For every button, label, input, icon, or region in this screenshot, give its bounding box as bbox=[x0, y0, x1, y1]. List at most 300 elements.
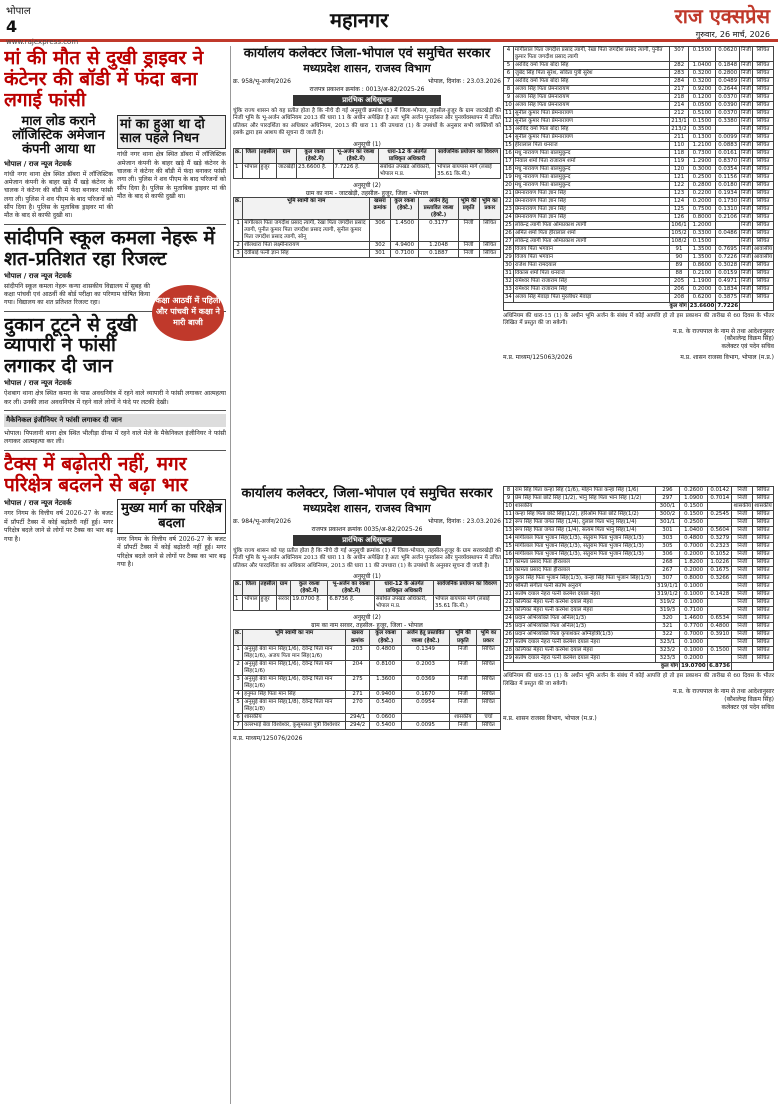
schedule-label: अनुसूची (2) bbox=[353, 614, 381, 622]
table-cell: 0.1156 bbox=[716, 174, 740, 182]
table-cell: निजी bbox=[732, 607, 753, 615]
table-cell: आवासीय bbox=[753, 254, 772, 261]
table-row bbox=[504, 567, 774, 575]
table-cell: 8 bbox=[504, 487, 514, 495]
table-cell: अरविंद वर्मा पिता बोदा सिंह bbox=[513, 78, 669, 86]
table-cell: निजी bbox=[732, 615, 753, 623]
table-cell: 217 bbox=[670, 86, 689, 94]
table-cell: 25 bbox=[505, 623, 512, 630]
table-cell: निजी bbox=[732, 639, 753, 647]
table-row bbox=[504, 503, 774, 511]
th: भू-अर्जन का रकबा (हेक्टे.में) bbox=[328, 581, 375, 596]
page-number: 4 bbox=[6, 17, 18, 36]
table-cell: 294/2 bbox=[345, 721, 369, 729]
notice-subtitle: मध्यप्रदेश शासन, राजस्व विभाग bbox=[303, 61, 431, 75]
table-cell: 13 bbox=[505, 527, 512, 534]
table-row bbox=[504, 214, 774, 222]
schedule-sub: ग्राम का नाम सरवर, तहसील- हुजूर, जिला - भोपाल bbox=[311, 622, 423, 630]
table-cell: चर्चा bbox=[476, 713, 500, 721]
table-cell: 0.4800 bbox=[370, 645, 402, 660]
table-cell: 1.0400 bbox=[680, 527, 708, 535]
story-school bbox=[4, 226, 226, 327]
table-cell: 24 bbox=[505, 615, 512, 622]
subhead-driver: माल लोड कराने लॉजिस्टिक अमेजान कंपनी आया था bbox=[12, 113, 105, 158]
table-cell: 0.8370 bbox=[716, 158, 740, 166]
table-cell: 0.3266 bbox=[708, 575, 732, 583]
table-cell bbox=[708, 607, 732, 615]
table-row bbox=[504, 615, 774, 623]
table-cell: निजी bbox=[741, 126, 751, 133]
schedule-1-table bbox=[233, 148, 501, 179]
table-cell: मांगीलाल पिता भुजान सिंह(1/3), संतुराम पिता भुजान सिंह(1/3) bbox=[514, 551, 656, 559]
table-cell: 319/2 bbox=[655, 599, 679, 607]
story-body-extra: नगर निगम के वित्तीय वर्ष 2026-27 के बजट में प्रॉपर्टी टैक्स में कोई बढ़ोतरी नहीं हुई। मगर परिक्षेत्र बदले जाने से लोगों पर टैक्स का भार बढ़ गया है। bbox=[117, 536, 226, 569]
table-cell: लोकेन्द्र त्यागी पिता ओमप्रकाश त्यागी bbox=[513, 238, 669, 246]
table-cell: निजी bbox=[732, 527, 753, 535]
table-cell: हनुमंत सिंह पिता मान सिंह bbox=[243, 690, 346, 698]
table-cell: 1.8200 bbox=[680, 559, 708, 567]
table-cell: शासकीय bbox=[733, 503, 751, 510]
divider bbox=[4, 410, 226, 411]
notice-heading: प्रारंभिक अधिसूचना bbox=[293, 95, 441, 106]
table-row bbox=[234, 250, 501, 258]
table-header-row bbox=[234, 198, 501, 220]
table-cell: सिंचित bbox=[752, 102, 773, 110]
table-cell: 319/1/2 bbox=[657, 591, 678, 598]
table-cell: निजी bbox=[741, 134, 751, 141]
table-cell: अजय सिंह पिता प्रेमनारायण bbox=[513, 94, 669, 102]
table-cell: सिंचित bbox=[753, 655, 774, 663]
table-cell: 1.3500 bbox=[688, 246, 716, 254]
table-cell: 27 bbox=[505, 238, 512, 245]
th: कुल रकबा (हेक्टे.में) bbox=[296, 148, 333, 163]
table-cell: 0.7100 bbox=[390, 250, 419, 258]
table-cell: 1.3500 bbox=[688, 254, 716, 262]
th: धारा-12 के अंतर्गत प्राधिकृत अधिकारी bbox=[378, 148, 435, 163]
table-cell: सिंचित bbox=[753, 583, 774, 591]
byline: भोपाल / राज न्यूज नेटवर्क bbox=[4, 271, 72, 280]
table-cell: सिंचित bbox=[476, 698, 500, 713]
table-cell: रूप सिंह पिता जगत सिंह (1/4), दुलाल पिता भानु सिंह(1/4) bbox=[514, 519, 656, 527]
table-cell: 321 bbox=[655, 623, 679, 631]
table-body bbox=[504, 487, 774, 663]
table-cell: 0.3910 bbox=[708, 631, 732, 639]
sidebox-tax: मुख्य मार्ग का परिक्षेत्र बदला bbox=[117, 499, 226, 534]
table-cell: 1 bbox=[234, 220, 243, 242]
table-cell: विकास शर्मा पिता धनराज bbox=[513, 270, 669, 278]
table-cell: सिंचित bbox=[753, 615, 774, 623]
table-cell: 15 bbox=[505, 142, 512, 149]
table-body bbox=[504, 47, 774, 303]
table-cell: 0.0954 bbox=[402, 698, 450, 713]
table-cell: निजी bbox=[732, 575, 753, 583]
table-cell: सिंचित bbox=[753, 647, 774, 655]
table-cell: 1.2048 bbox=[419, 242, 458, 250]
byline: भोपाल / राज न्यूज नेटवर्क bbox=[4, 379, 72, 388]
notice-date: भोपाल, दिनांक : 23.03.2026 bbox=[427, 77, 501, 85]
table-cell: सिंचित bbox=[753, 527, 774, 535]
total-row bbox=[504, 302, 774, 310]
th: भूमि स्वामी का नाम bbox=[243, 630, 346, 645]
table-row bbox=[234, 220, 501, 242]
table-cell: 323/1 bbox=[655, 639, 679, 647]
table-cell: 0.1834 bbox=[716, 286, 740, 294]
td: 23.6600 है. bbox=[296, 164, 333, 179]
table-cell: 1.2000 bbox=[688, 222, 716, 230]
table-cell: 301 bbox=[370, 250, 391, 258]
table-cell: 1.0226 bbox=[708, 559, 732, 567]
table-cell: 319/3 bbox=[655, 607, 679, 615]
table-cell: 125 bbox=[670, 206, 689, 214]
signer-name: (कौशलेन्द्र विक्रम सिंह) bbox=[724, 696, 774, 704]
table-cell: 0.2545 bbox=[708, 511, 732, 519]
table-cell: कल्पिका मेहरा पत्नी करमेश दयाल मेहरा bbox=[514, 599, 656, 607]
table-cell: निजी bbox=[741, 70, 751, 77]
table-cell: 0.7100 bbox=[680, 607, 708, 615]
table-cell: 0.1428 bbox=[708, 591, 732, 599]
table-cell: 0.4800 bbox=[680, 535, 708, 543]
table-cell: मधु नारायण पिता बालमुकुन्द bbox=[513, 174, 669, 182]
table-cell: 16 bbox=[505, 551, 512, 558]
table-row bbox=[504, 246, 774, 254]
table-row bbox=[234, 596, 501, 611]
total-label: कुल योग bbox=[504, 663, 680, 671]
table-cell: 18 bbox=[505, 166, 512, 173]
th: जिला bbox=[243, 148, 259, 163]
table-cell bbox=[708, 639, 732, 647]
table-cell: 0.1310 bbox=[716, 206, 740, 214]
table-cell: 1 bbox=[234, 645, 243, 660]
table-cell: शासकीय bbox=[754, 503, 772, 510]
table-cell: 213/1 bbox=[671, 118, 687, 125]
table-cell: सिंचित bbox=[752, 150, 773, 158]
signature-block bbox=[503, 688, 774, 711]
table-row bbox=[504, 86, 774, 94]
table-cell: निजी bbox=[741, 254, 751, 261]
table-cell: 0.2644 bbox=[716, 86, 740, 94]
table-row bbox=[504, 591, 774, 599]
table-cell: 108/2 bbox=[671, 238, 687, 245]
table-cell: सिंचित bbox=[752, 118, 773, 126]
table-cell: 14 bbox=[505, 535, 512, 542]
table-row bbox=[504, 286, 774, 294]
table-cell: 0.1500 bbox=[688, 47, 716, 62]
table-cell: निजी bbox=[741, 198, 751, 205]
table-cell: 2 bbox=[234, 660, 243, 675]
table-cell: निजी bbox=[732, 655, 753, 663]
table-cell: सिंचित bbox=[753, 487, 774, 495]
table-cell: 1.2900 bbox=[688, 158, 716, 166]
td: संबंधित उपखंड अधिकारी, भोपाल म.प्र. bbox=[378, 164, 435, 179]
table-cell: निजी bbox=[732, 599, 753, 607]
table-cell: 305 bbox=[655, 543, 679, 551]
th: भूमि की प्रकृति bbox=[458, 198, 479, 220]
story-body: गांधी नगर थाना क्षेत्र स्थित डॉबरा में लॉजिस्टिक अमेजान कंपनी के बाहर खड़े मैं खड़े कंटेनर के चालक ने कंटेनर की बॉडी में फंदा बनाकर फांसी लगा ली। पुलिस ने शव पीएम के बाद परिजनों को सौंप दिया है। पुलिस के मुताबिक ड्राइवर मां की मौत के बाद से काफी दुखी था। bbox=[4, 170, 113, 220]
table-cell: 14 bbox=[505, 134, 512, 141]
table-cell: निजी bbox=[732, 583, 753, 591]
table-cell: 0.1000 bbox=[680, 583, 708, 591]
footer-left: म.प्र. माध्यम/125063/2026 bbox=[503, 354, 573, 361]
table-cell: 10 bbox=[505, 503, 512, 510]
table-cell: 23 bbox=[505, 607, 512, 614]
table-cell: सिंचित bbox=[752, 174, 773, 182]
table-cell: निजी bbox=[741, 78, 751, 85]
total-area: 19.0700 bbox=[680, 663, 708, 671]
table-cell: सिंचित bbox=[752, 294, 773, 302]
table-cell: सिंचित bbox=[479, 250, 500, 258]
th: कुल रकबा (हेक्टे.) bbox=[390, 198, 419, 220]
table-cell: 0.5604 bbox=[708, 527, 732, 535]
td: भोपाल bbox=[243, 164, 259, 179]
table-cell: 5 bbox=[504, 62, 514, 70]
table-cell: 26 bbox=[505, 631, 512, 638]
table-row bbox=[504, 575, 774, 583]
table-cell: प्रदान अभिव्यक्ति पिता अनिल(1/3) bbox=[514, 615, 656, 623]
table-body bbox=[234, 220, 501, 258]
table-cell: 319/1/1 bbox=[657, 583, 678, 590]
table-cell bbox=[716, 222, 740, 230]
table-cell: सतोष दयाल नेहरा पत्नी करमेश दयाल नेहरा bbox=[514, 639, 656, 647]
table-cell: निजी bbox=[732, 543, 753, 551]
table-row bbox=[234, 242, 501, 250]
table-cell: निजी bbox=[741, 294, 751, 301]
table-cell: 21 bbox=[505, 190, 512, 197]
th: खसरा क्रमांक bbox=[370, 198, 391, 220]
table-cell: सिंचित bbox=[753, 567, 774, 575]
table-cell: सुनील कुमार पिता प्रेमनारायण bbox=[513, 134, 669, 142]
table-cell: 0.0180 bbox=[716, 182, 740, 190]
table-cell: 19 bbox=[505, 575, 512, 582]
table-cell: सिंचित bbox=[752, 62, 773, 70]
table-row bbox=[234, 713, 501, 721]
table-cell: 0.0370 bbox=[716, 94, 740, 102]
table-row bbox=[504, 599, 774, 607]
table-row bbox=[504, 254, 774, 262]
total-acq: 6.8736 bbox=[709, 663, 730, 670]
table-cell: 13 bbox=[505, 126, 512, 133]
table-cell: 0.7000 bbox=[680, 543, 708, 551]
td: सरवर bbox=[277, 596, 291, 611]
table-cell: प्रदान अभिव्यक्ति पिता अनिल(1/3) bbox=[514, 623, 656, 631]
table-row bbox=[504, 262, 774, 270]
table-cell: 0.9200 bbox=[688, 86, 716, 94]
table-cell: 0.3200 bbox=[688, 70, 716, 78]
table-cell: सिंचित bbox=[752, 78, 773, 86]
brand-logo: राज एक्सप्रेस bbox=[674, 4, 770, 28]
notice-title: कार्यालय कलेक्टर, जिला-भोपाल एवं समुचित सरकार bbox=[241, 486, 493, 501]
table-cell: निजी bbox=[450, 690, 477, 698]
table-cell: सिंचित bbox=[752, 286, 773, 294]
table-cell: 0.0370 bbox=[716, 110, 740, 118]
notice-1-left bbox=[233, 46, 501, 258]
table-cell: 0.0161 bbox=[716, 150, 740, 158]
th: तहसील bbox=[259, 581, 277, 596]
table-cell: निजी bbox=[732, 647, 753, 655]
table-cell: 17 bbox=[505, 158, 512, 165]
table-cell: 0.7000 bbox=[680, 631, 708, 639]
table-cell: निजी bbox=[741, 262, 751, 269]
table-cell: मधु नारायण पिता बालमुकुन्द bbox=[513, 150, 669, 158]
table-row bbox=[504, 559, 774, 567]
table-row bbox=[234, 690, 501, 698]
divider bbox=[4, 450, 226, 451]
table-cell bbox=[402, 713, 450, 721]
table-cell: 20 bbox=[505, 583, 512, 590]
story-body: सांदीपनि स्कूल कमला नेहरू कन्या शासकीय विद्यालय में सुबह की कक्षा पांचवी एवं आठवीं की बोर्ड परीक्षा का परिणाम घोषित किया गया। विद्यालय का शत प्रतिशत रिजल्ट रहा। bbox=[4, 282, 150, 307]
table-row bbox=[504, 182, 774, 190]
table-cell: 12 bbox=[505, 118, 512, 125]
table-cell: 1.4600 bbox=[680, 615, 708, 623]
table-cell: सिंचित bbox=[752, 198, 773, 206]
table-cell: निजी bbox=[741, 174, 751, 181]
gazette-ref: राजपत्र प्रकाशन क्रमांक : 0013/अ-82/2025-26 bbox=[309, 85, 425, 93]
table-cell: कामता प्रसाद पिता हीरालाल bbox=[514, 559, 656, 567]
table-cell: 0.0159 bbox=[716, 270, 740, 278]
table-cell: सिंचित bbox=[752, 47, 773, 62]
table-cell: 0.0489 bbox=[716, 78, 740, 86]
table-cell: 34 bbox=[505, 294, 512, 301]
table-cell: 0.2000 bbox=[688, 286, 716, 294]
table-cell: सिंचित bbox=[752, 230, 773, 238]
table-cell: 306 bbox=[655, 551, 679, 559]
table-cell: 0.9400 bbox=[370, 690, 402, 698]
table-cell: 271 bbox=[345, 690, 369, 698]
table-cell: 0.8100 bbox=[370, 660, 402, 675]
story-body-extra: गांधी नगर थाना क्षेत्र स्थित डॉबरा में लॉजिस्टिक अमेजान कंपनी के बाहर खड़े मैं खड़े कंटेनर के चालक ने कंटेनर की बॉडी में फंदा बनाकर फांसी लगा ली। पुलिस ने शव पीएम के बाद परिजनों को सौंप दिया है। पुलिस के मुताबिक ड्राइवर मां की मौत के बाद से काफी दुखी था। bbox=[117, 151, 226, 201]
story-body: नगर निगम के वित्तीय वर्ष 2026-27 के बजट में प्रॉपर्टी टैक्स में कोई बढ़ोतरी नहीं हुई। मगर परिक्षेत्र बदले जाने से लोगों पर टैक्स का भार बढ़ गया है। bbox=[4, 510, 113, 543]
table-cell: सिंचित bbox=[753, 623, 774, 631]
table-cell: अनुसुई बेवा मान सिंह(1/6), देवेन्द्र पिता मान सिंह(1/6) bbox=[243, 660, 346, 675]
th: क्र. bbox=[234, 630, 243, 645]
notice-date: भोपाल, दिनांक : 23.03.2026 bbox=[427, 517, 501, 525]
table-cell: 0.2000 bbox=[680, 655, 708, 663]
table-cell: 0.1200 bbox=[688, 94, 716, 102]
table-cell: 300/2 bbox=[655, 511, 679, 519]
table-cell: निजी bbox=[740, 47, 753, 62]
story-tax bbox=[4, 454, 226, 570]
left-news-column bbox=[4, 46, 226, 1104]
table-cell: प्रेमनारायण पिता ज्ञान सिंह bbox=[513, 206, 669, 214]
schedule-1-table bbox=[233, 580, 501, 611]
notice-2-left bbox=[233, 486, 501, 742]
table-cell: 0.5400 bbox=[370, 698, 402, 713]
table-cell: 0.3000 bbox=[688, 166, 716, 174]
table-cell: निजी bbox=[741, 158, 751, 165]
schedule-2-table-cont bbox=[503, 46, 774, 311]
th: कुल रकबा (हेक्टे.) bbox=[370, 630, 402, 645]
table-row bbox=[504, 519, 774, 527]
table-cell: 0.1934 bbox=[716, 190, 740, 198]
table-row bbox=[504, 238, 774, 246]
table-cell: विजय पिता भगवान bbox=[513, 246, 669, 254]
table-cell: 0.0883 bbox=[716, 142, 740, 150]
table-cell: कन्हा सिंह पिता छोटे सिंह(1/2), हरिओम पिता छोटे सिंह(1/2) bbox=[514, 511, 656, 519]
table-cell: 302 bbox=[370, 242, 391, 250]
table-cell: 28 bbox=[505, 246, 512, 253]
table-cell: निजी bbox=[732, 559, 753, 567]
table-cell: 0.0486 bbox=[716, 230, 740, 238]
table-cell: सिंचित bbox=[753, 631, 774, 639]
table-cell: निजी bbox=[450, 721, 477, 729]
table-cell: 7 bbox=[234, 721, 243, 729]
sidebox-driver: मां का हुआ था दो साल पहले निधन bbox=[117, 115, 226, 150]
table-cell: 30 bbox=[505, 262, 512, 269]
table-cell: रामेश्वर पिता राजाराम सिंह bbox=[513, 286, 669, 294]
table-cell: 31 bbox=[505, 270, 512, 277]
table-cell: 203 bbox=[345, 645, 369, 660]
table-row bbox=[504, 118, 774, 126]
table-cell: 0.2600 bbox=[680, 487, 708, 495]
table-cell: श्रीमती संगीता पत्नी संतोष अनुराग bbox=[514, 583, 656, 591]
table-cell: 283 bbox=[670, 70, 689, 78]
masthead bbox=[0, 0, 778, 46]
table-row bbox=[234, 675, 501, 690]
table-row bbox=[504, 535, 774, 543]
table-row bbox=[504, 487, 774, 495]
table-cell: 0.0500 bbox=[688, 102, 716, 110]
table-cell: 0.7300 bbox=[688, 150, 716, 158]
table-cell bbox=[708, 655, 732, 663]
table-cell: सिंचित bbox=[753, 535, 774, 543]
table-cell: निजी bbox=[741, 166, 751, 173]
table-cell: कल्पिका मेहरा पत्नी करमेश दयाल मेहरा bbox=[514, 607, 656, 615]
site-url[interactable]: www.rajexpress.com bbox=[6, 38, 79, 46]
table-row bbox=[504, 62, 774, 70]
table-cell: 0.1052 bbox=[708, 551, 732, 559]
table-cell: 0.1670 bbox=[402, 690, 450, 698]
td bbox=[740, 302, 774, 310]
table-cell: 204 bbox=[345, 660, 369, 675]
table-cell: 0.1675 bbox=[708, 567, 732, 575]
total-acq: 7.7226 bbox=[717, 302, 739, 309]
table-cell: अरविंद वर्मा पिता बोदा सिंह bbox=[513, 126, 669, 134]
divider bbox=[4, 224, 226, 225]
table-cell: निजी bbox=[741, 206, 751, 213]
table-cell: 0.1000 bbox=[680, 591, 708, 599]
table-cell: 88 bbox=[670, 270, 689, 278]
table-cell: 32 bbox=[505, 278, 512, 285]
table-cell: निजी bbox=[741, 222, 751, 229]
table-row bbox=[504, 511, 774, 519]
table-cell: सिंचित bbox=[752, 134, 773, 142]
table-cell: निजी bbox=[732, 631, 753, 639]
table-cell: 0.2000 bbox=[688, 198, 716, 206]
table-cell: अनुसुई बेवा मान सिंह(1/6), देवेन्द्र पिता मान सिंह(1/6) bbox=[243, 675, 346, 690]
table-row bbox=[504, 150, 774, 158]
table-cell: निजी bbox=[741, 238, 751, 245]
table-cell: 306 bbox=[370, 220, 391, 242]
table-cell: 91 bbox=[670, 246, 689, 254]
table-cell: 121 bbox=[670, 174, 689, 182]
table-cell bbox=[708, 583, 732, 591]
table-row bbox=[504, 206, 774, 214]
table-cell: 11 bbox=[505, 511, 512, 518]
table-cell: 17 bbox=[505, 559, 512, 566]
table-cell bbox=[708, 599, 732, 607]
table-cell: निजी bbox=[732, 535, 753, 543]
table-cell: 0.3300 bbox=[688, 230, 716, 238]
table-cell: अमित शर्मा पिता हीरालाल शर्मा bbox=[513, 230, 669, 238]
table-cell: 0.5100 bbox=[688, 110, 716, 118]
table-cell: सिंचित bbox=[752, 86, 773, 94]
table-cell: 12 bbox=[505, 519, 512, 526]
table-cell: सिंचित bbox=[479, 242, 500, 250]
table-cell: अनुसुई बेवा मान सिंह(1/8), देवेन्द्र पिता मान सिंह(1/8) bbox=[243, 698, 346, 713]
table-cell: 22 bbox=[505, 599, 512, 606]
table-cell: सिंचित bbox=[752, 270, 773, 278]
table-cell bbox=[708, 519, 732, 527]
notice-title: कार्यालय कलेक्टर जिला-भोपाल एवं समुचित सरकार bbox=[243, 46, 491, 61]
